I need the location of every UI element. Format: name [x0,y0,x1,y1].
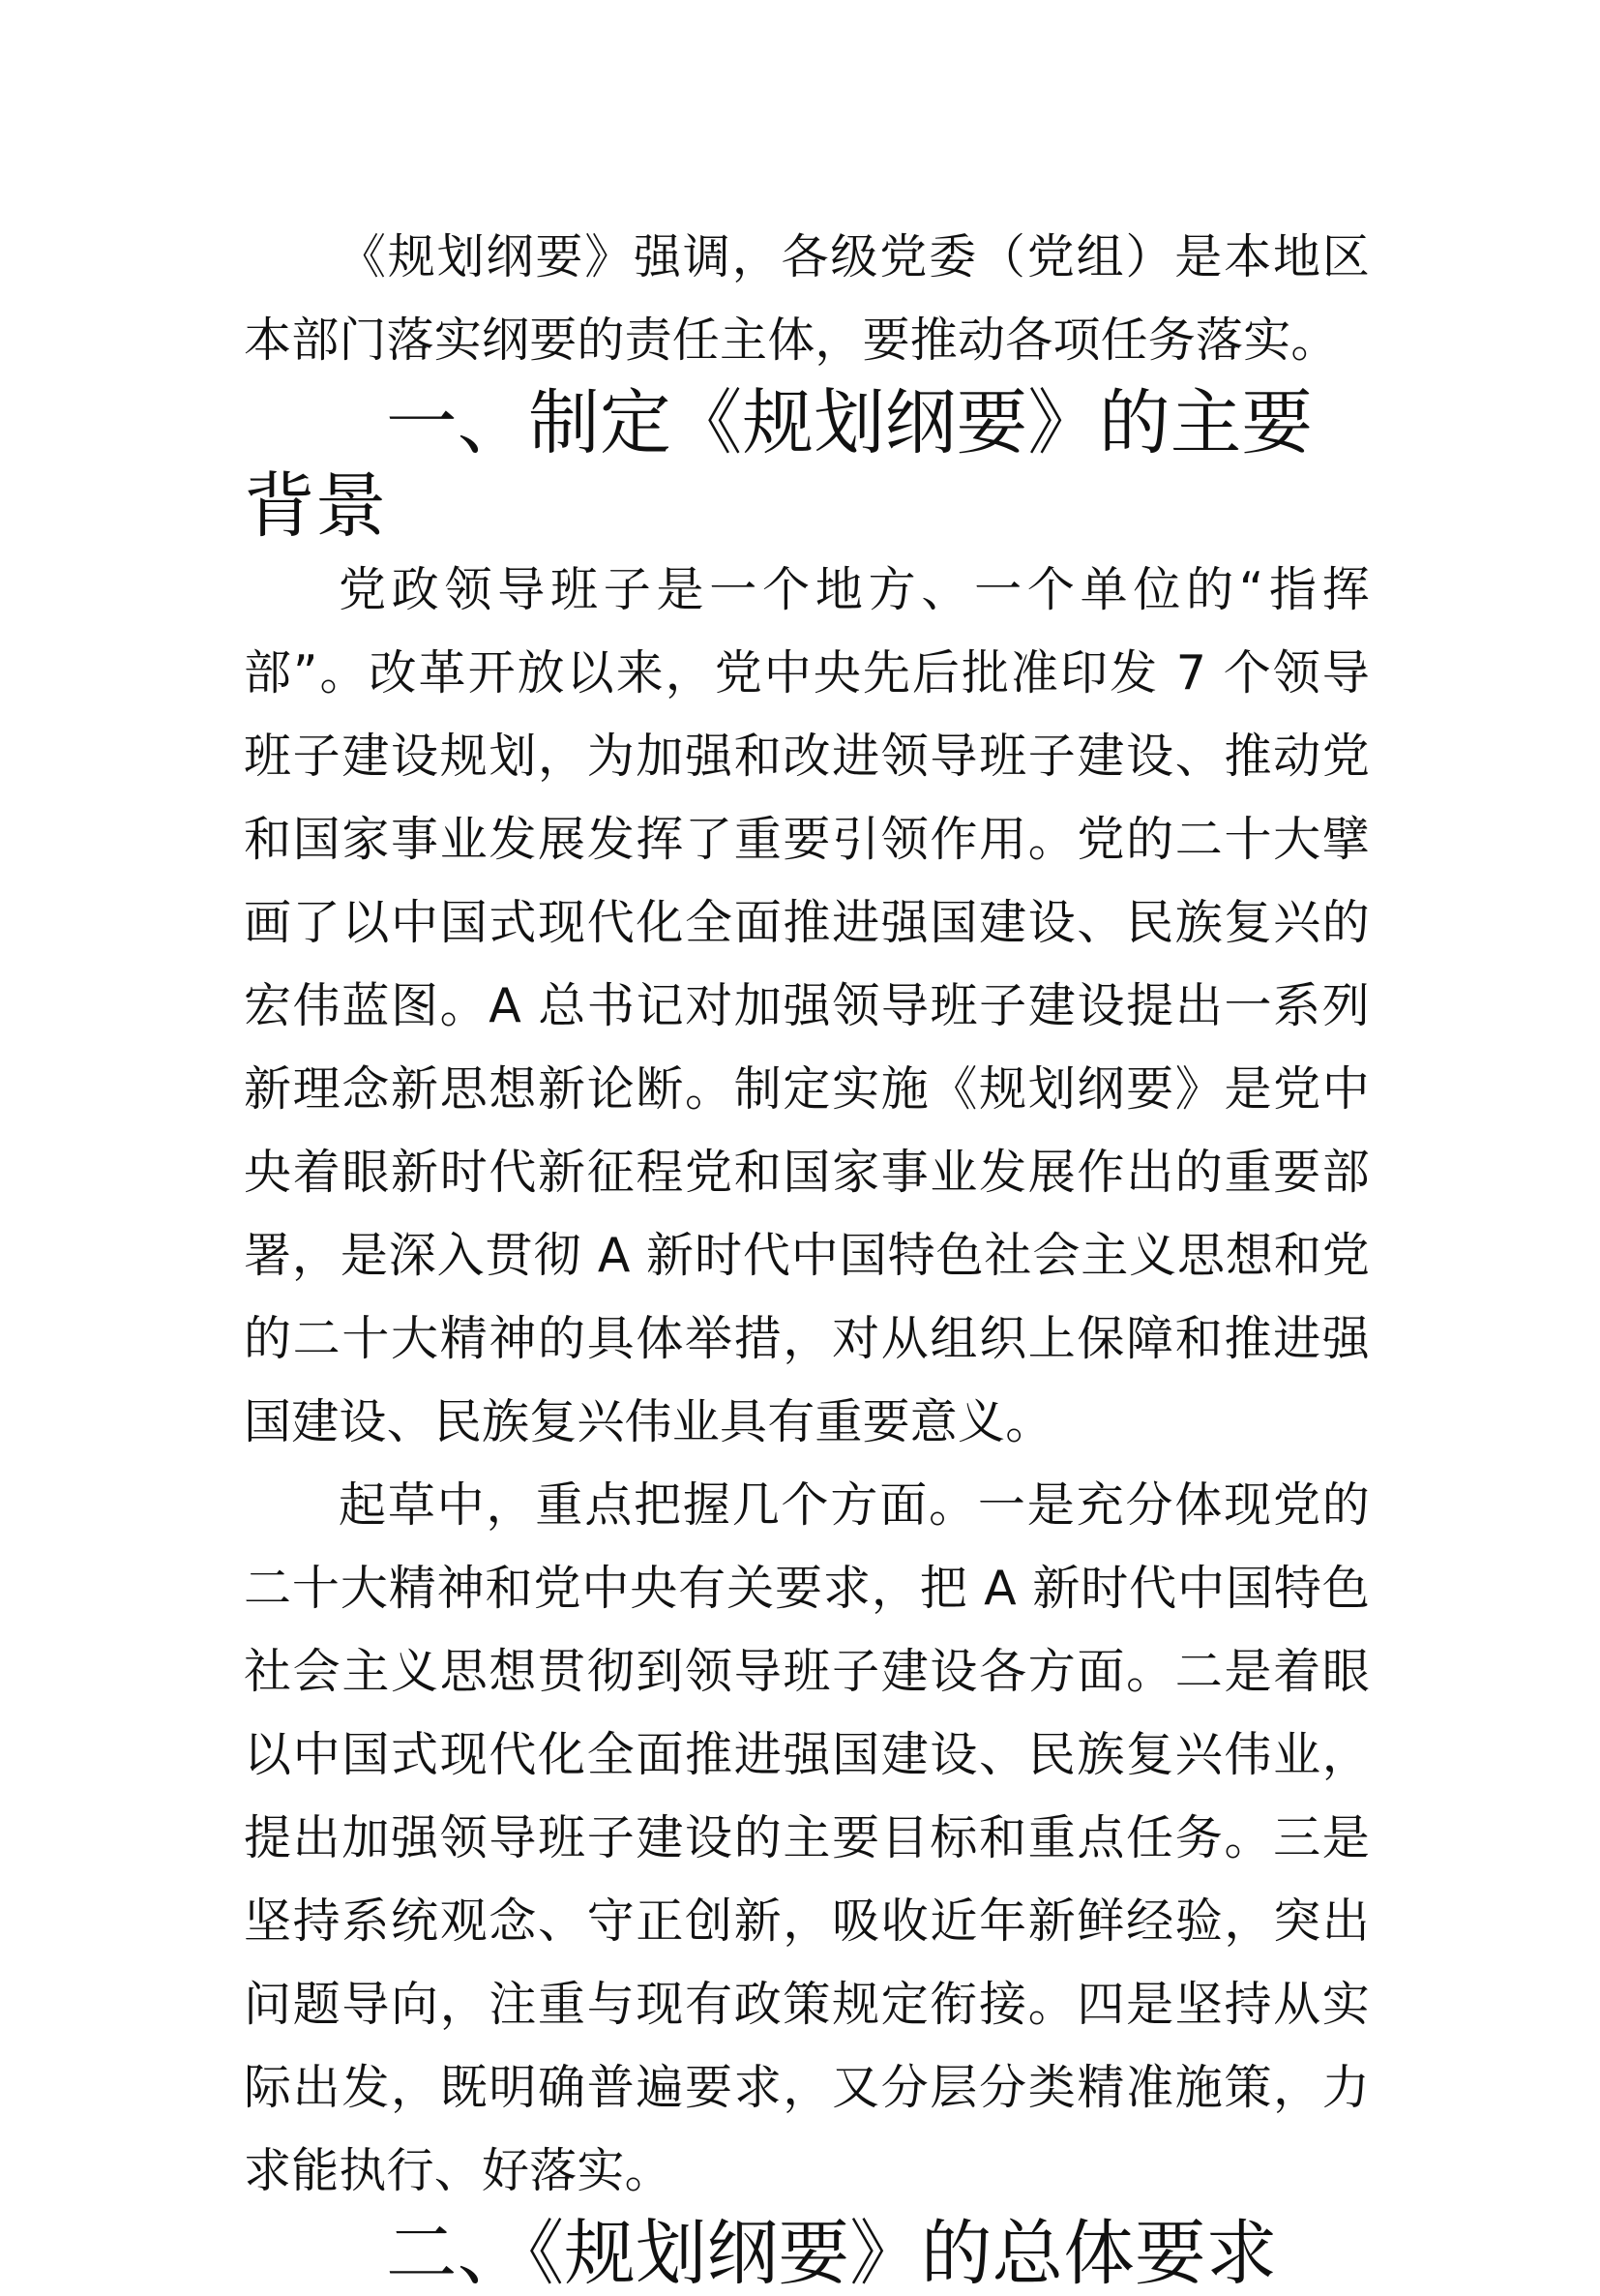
intro-paragraph: 《规划纲要》强调，各级党委（党组）是本地区本部门落实纲要的责任主体，要推动各项任务落实。 [244,229,1370,368]
document-body [244,216,1370,2296]
section-heading-1: 一、制定《规划纲要》的主要背景 [244,382,1314,548]
drafting-paragraph: 起草中，重点把握几个方面。一是充分体现党的二十大精神和党中央有关要求，把 A 新时代中国特色社会主义思想贯彻到领导班子建设各方面。二是着眼以中国式现代化全面推进强国建设、民族复兴伟业，提出加强领导班子建设的主要目标和重点任务。三是坚持系统观念、守正创新，吸收近年新鲜经验，突出问题导向，注重与现有政策规定衔接。四是坚持从实际出发，既明确普遍要求，又分层分类精准施策，力求能执行、好落实。 [244,1477,1370,2198]
section-heading-2: 二、《规划纲要》的总体要求 [386,2213,1278,2295]
background-paragraph: 党政领导班子是一个地方、一个单位的“指挥部”。改革开放以来，党中央先后批准印发 7 个领导班子建设规划，为加强和改进领导班子建设、推动党和国家事业发展发挥了重要引领作用。党的二十大擘画了以中国式现代化全面推进强国建设、民族复兴的宏伟蓝图。A 总书记对加强领导班子建设提出一系列新理念新思想新论断。制定实施《规划纲要》是党中央着眼新时代新征程党和国家事业发展作出的重要部署，是深入贯彻 A 新时代中国特色社会主义思想和党的二十大精神的具体举措，对从组织上保障和推进强国建设、民族复兴伟业具有重要意义。 [244,562,1370,1449]
